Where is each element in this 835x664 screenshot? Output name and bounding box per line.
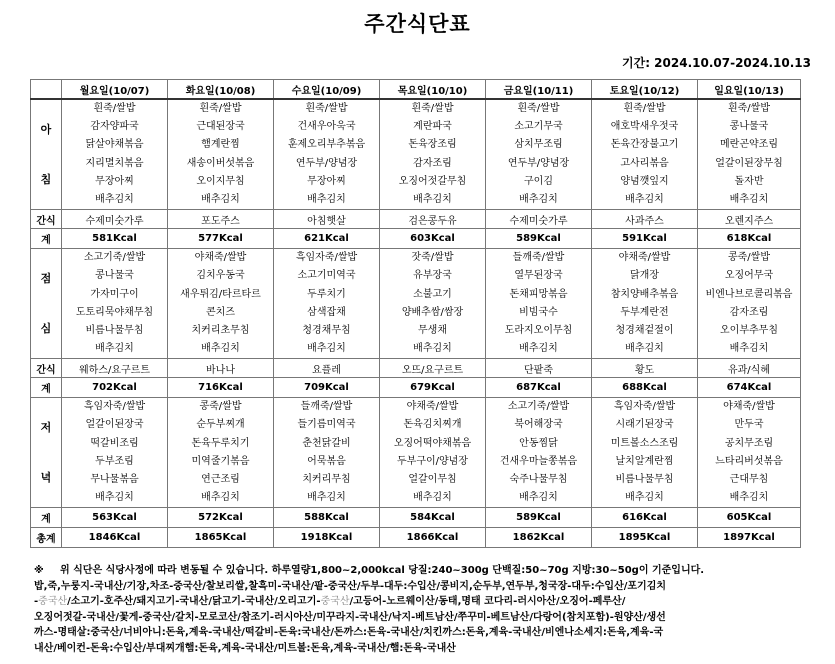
dinner-day-cell (62, 398, 168, 508)
kcal-value: 674Kcal (698, 378, 801, 398)
menu-item: 배추김치 (201, 343, 240, 355)
note-main (34, 563, 814, 579)
menu-item: 도토리묵야채무침 (75, 306, 154, 318)
menu-item: 건새우마늘쫑볶음 (499, 455, 578, 467)
menu-item: 들기름미역국 (297, 419, 356, 431)
kcal-row (31, 508, 801, 528)
menu-item: 연두부/양념장 (295, 157, 358, 169)
menu-item: 지리멸치볶음 (85, 157, 144, 169)
menu-item: 연두부/양념장 (507, 157, 570, 169)
lunch-day-cell (274, 249, 380, 359)
menu-item: 두부계란전 (620, 306, 669, 318)
snack-value: 오렌지주스 (698, 210, 801, 229)
dinner-label-char: 녁 (40, 470, 52, 484)
total-value: 1918Kcal (274, 528, 380, 548)
menu-item: 춘천닭갈비 (302, 437, 351, 449)
menu-item: 감자양파국 (90, 121, 139, 133)
kcal-value: 621Kcal (274, 229, 380, 249)
menu-item: 미역줄기볶음 (191, 455, 250, 467)
menu-item: 무나물볶음 (90, 474, 139, 485)
kcal-value: 588Kcal (274, 508, 380, 528)
menu-item: 소고기무국 (514, 121, 563, 133)
menu-item: 미트볼소스조림 (610, 437, 679, 449)
menu-item: 김치우동국 (196, 270, 245, 282)
menu-item: 흰죽/쌀밥 (93, 103, 136, 114)
dinner-day-cell (380, 398, 486, 508)
dinner-day-cell (592, 398, 698, 508)
menu-item: 소고기죽/쌀밥 (507, 401, 570, 413)
menu-item: 배추김치 (729, 193, 769, 205)
menu-item: 계란파국 (413, 121, 452, 133)
breakfast-row (31, 99, 801, 210)
origin-line (34, 579, 814, 595)
breakfast-day-cell (274, 99, 380, 210)
menu-item: 콩죽/쌀밥 (199, 401, 242, 413)
snack-value: 웨하스/요구르트 (62, 359, 168, 378)
menu-item: 북어해장국 (514, 419, 563, 431)
note-main-text: 위 식단은 식당사정에 따라 변동될 수 있습니다. 하루열량1,800~2,000kcal 당질:240~300g 단백질:50~70g 지방:30~50g이 기준입니다. (60, 565, 705, 576)
kcal-value: 589Kcal (486, 508, 592, 528)
menu-item: 구이김 (524, 175, 553, 187)
menu-item: 배추김치 (729, 492, 769, 504)
menu-item: 얼갈이된장국 (85, 419, 144, 431)
breakfast-day-cell (698, 99, 801, 210)
menu-item: 콩나물국 (729, 121, 769, 133)
menu-item: 연근조림 (201, 474, 240, 485)
breakfast-label-char: 아 (40, 122, 52, 136)
menu-item: 양배추쌈/쌈장 (401, 306, 464, 318)
snack-value: 수제미숫가루 (62, 210, 168, 229)
kcal-value: 584Kcal (380, 508, 486, 528)
breakfast-day-cell (592, 99, 698, 210)
origin-text-gray: 중국산 (38, 596, 68, 607)
snack-value: 오뜨/요구르트 (380, 359, 486, 378)
note-mark: ※ (34, 565, 44, 576)
header-corner (31, 80, 62, 100)
total-label: 총계 (31, 528, 62, 548)
lunch-label-char: 점 (40, 271, 52, 285)
total-value: 1897Kcal (698, 528, 801, 548)
dinner-day-cell (698, 398, 801, 508)
menu-item: 배추김치 (625, 343, 664, 355)
kcal-label: 계 (31, 229, 62, 249)
menu-item: 어묵볶음 (307, 455, 346, 467)
menu-item: 야채죽/쌀밥 (406, 401, 459, 413)
menu-item: 들깨죽/쌀밥 (300, 401, 353, 413)
menu-item: 배추김치 (95, 193, 134, 205)
menu-item: 배추김치 (413, 492, 452, 504)
day-header: 목요일(10/10) (380, 80, 486, 100)
menu-item: 흰죽/쌀밥 (305, 103, 348, 114)
menu-item: 배추김치 (729, 343, 769, 355)
total-value: 1862Kcal (486, 528, 592, 548)
menu-item: 치커리초무침 (191, 324, 250, 336)
breakfast-day-cell (486, 99, 592, 210)
origin-line (34, 625, 814, 641)
menu-item: 돈육두루치기 (191, 437, 250, 449)
snack-value: 바나나 (168, 359, 274, 378)
menu-item: 배추김치 (625, 193, 664, 205)
kcal-value: 702Kcal (62, 378, 168, 398)
breakfast-day-cell (380, 99, 486, 210)
menu-item: 유부장국 (413, 270, 452, 282)
menu-item: 양념깻잎지 (620, 175, 669, 187)
menu-item: 감자조림 (729, 306, 769, 318)
menu-item: 닭개장 (630, 270, 659, 282)
menu-item: 오징어무국 (724, 270, 774, 282)
menu-item: 도라지오이무침 (504, 324, 573, 336)
snack-value: 단팥죽 (486, 359, 592, 378)
menu-item: 새송이버섯볶음 (186, 157, 255, 169)
menu-item: 건새우아욱국 (297, 121, 356, 133)
menu-item: 배추김치 (307, 193, 346, 205)
kcal-value: 618Kcal (698, 229, 801, 249)
menu-item: 순두부찌개 (196, 419, 245, 431)
menu-item: 소고기죽/쌀밥 (83, 252, 146, 264)
origin-line (34, 594, 814, 610)
lunch-day-cell (380, 249, 486, 359)
menu-item: 흰죽/쌀밥 (517, 103, 560, 114)
menu-item: 얼갈이무침 (408, 474, 457, 485)
snack-row (31, 210, 801, 229)
origin-line (34, 610, 814, 626)
snack-value: 수제미숫가루 (486, 210, 592, 229)
menu-item: 돈육간장불고기 (610, 139, 679, 151)
origin-line (34, 641, 814, 657)
kcal-value: 591Kcal (592, 229, 698, 249)
menu-item: 들깨죽/쌀밥 (512, 252, 565, 264)
snack-label: 간식 (31, 359, 62, 378)
kcal-value: 709Kcal (274, 378, 380, 398)
total-row (31, 528, 801, 548)
menu-item: 배추김치 (307, 492, 346, 504)
origin-text: 오징어젓갈-국내산/꽃게-중국산/갈치-모로코산/참조기-러시아산/미꾸라지-국내산/낙지-베트남산/쭈꾸미-베트남산/다랑어(참치포함)-원양산/생선 (34, 611, 666, 623)
dinner-row (31, 398, 801, 508)
kcal-label: 계 (31, 378, 62, 398)
menu-item: 흰죽/쌀밥 (623, 103, 666, 114)
day-header: 수요일(10/09) (274, 80, 380, 100)
menu-item: 야채죽/쌀밥 (723, 401, 775, 413)
day-header: 월요일(10/07) (62, 80, 168, 100)
menu-item: 메란곤약조림 (720, 139, 778, 151)
menu-item: 배추김치 (307, 343, 346, 355)
menu-item: 청경채겉절이 (615, 324, 674, 336)
day-header: 금요일(10/11) (486, 80, 592, 100)
menu-item: 햄계란찜 (201, 139, 240, 151)
kcal-value: 577Kcal (168, 229, 274, 249)
kcal-value: 687Kcal (486, 378, 592, 398)
menu-item: 흑임자죽/쌀밥 (613, 401, 676, 413)
menu-item: 배추김치 (413, 193, 452, 205)
menu-item: 열무된장국 (514, 270, 563, 282)
menu-item: 배추김치 (519, 343, 558, 355)
snack-value: 사과주스 (592, 210, 698, 229)
origin-text: /소고기-호주산/돼지고기-국내산/닭고기-국내산/오리고기- (67, 596, 321, 607)
menu-item: 두부조림 (95, 455, 134, 467)
menu-item: 얼갈이된장무침 (715, 157, 783, 169)
snack-label: 간식 (31, 210, 62, 229)
menu-item: 배추김치 (519, 492, 558, 504)
kcal-label: 계 (31, 508, 62, 528)
menu-item: 치커리무침 (302, 474, 351, 485)
menu-item: 배추김치 (201, 492, 240, 504)
menu-item: 돌자반 (734, 175, 764, 187)
menu-item: 소불고기 (413, 288, 452, 300)
menu-item: 비빔국수 (519, 306, 558, 318)
kcal-value: 688Kcal (592, 378, 698, 398)
menu-item: 배추김치 (413, 343, 452, 355)
day-header: 일요일(10/13) (698, 80, 801, 100)
menu-item: 배추김치 (95, 492, 134, 504)
lunch-day-cell (62, 249, 168, 359)
menu-item: 무장아찌 (95, 175, 134, 187)
lunch-day-cell (486, 249, 592, 359)
notes-section (34, 563, 814, 656)
menu-item: 삼치무조림 (514, 139, 563, 151)
kcal-row (31, 378, 801, 398)
menu-item: 흰죽/쌀밥 (199, 103, 242, 114)
menu-item: 가자미구이 (90, 288, 139, 300)
dinner-day-cell (274, 398, 380, 508)
menu-period: 기간: 2024.10.07-2024.10.13 (622, 56, 811, 70)
lunch-label (31, 249, 62, 359)
menu-item: 날치알계란찜 (615, 455, 674, 467)
dinner-label-char: 저 (40, 420, 52, 434)
menu-item: 흑임자죽/쌀밥 (83, 401, 146, 413)
breakfast-day-cell (168, 99, 274, 210)
menu-item: 흰죽/쌀밥 (411, 103, 454, 114)
snack-value: 검은콩두유 (380, 210, 486, 229)
menu-item: 흑임자죽/쌀밥 (295, 252, 358, 264)
menu-item: 두루치기 (307, 288, 346, 300)
dinner-day-cell (168, 398, 274, 508)
kcal-value: 572Kcal (168, 508, 274, 528)
menu-item: 비름나물무침 (85, 324, 144, 336)
menu-item: 잣죽/쌀밥 (411, 252, 454, 264)
snack-value: 유과/식혜 (698, 359, 801, 378)
menu-item: 배추김치 (625, 492, 664, 504)
menu-item: 오이부추무침 (720, 324, 778, 336)
menu-item: 소고기미역국 (297, 270, 356, 282)
dinner-label (31, 398, 62, 508)
menu-item: 떡갈비조림 (90, 437, 139, 449)
menu-item: 애호박새우젓국 (610, 121, 679, 133)
menu-item: 만두국 (734, 419, 764, 431)
menu-item: 공치무조림 (724, 437, 774, 449)
kcal-value: 603Kcal (380, 229, 486, 249)
lunch-day-cell (168, 249, 274, 359)
kcal-value: 616Kcal (592, 508, 698, 528)
kcal-value: 589Kcal (486, 229, 592, 249)
menu-item: 훈제오리부추볶음 (287, 139, 366, 151)
menu-item: 근대무침 (729, 474, 769, 485)
menu-item: 오징어떡야채볶음 (393, 437, 472, 449)
dinner-day-cell (486, 398, 592, 508)
menu-item: 두부구이/양념장 (397, 455, 468, 467)
kcal-value: 563Kcal (62, 508, 168, 528)
menu-item: 돈채피망볶음 (509, 288, 568, 300)
kcal-value: 679Kcal (380, 378, 486, 398)
snack-row (31, 359, 801, 378)
menu-item: 배추김치 (201, 193, 240, 205)
kcal-value: 581Kcal (62, 229, 168, 249)
menu-item: 배추김치 (519, 193, 558, 205)
lunch-day-cell (698, 249, 801, 359)
origin-text: - (34, 596, 39, 607)
origin-text: 밥,죽,누룽지-국내산/기장,차조-중국산/찰보리쌀,찰흑미-국내산/팥-중국산/두부-대두:수입산/콩비지,순두부,연두부,청국장-대두:수입산/포기김치 (34, 580, 667, 592)
breakfast-label (31, 99, 62, 210)
menu-item: 배추김치 (95, 343, 134, 355)
menu-item: 무생채 (418, 324, 447, 336)
menu-item: 오이지무침 (196, 175, 245, 187)
menu-item: 야채죽/쌀밥 (194, 252, 247, 264)
menu-table (30, 79, 801, 548)
menu-item: 새우튀김/타르타르 (180, 288, 261, 300)
menu-item: 야채죽/쌀밥 (618, 252, 671, 264)
menu-item: 콩나물국 (95, 270, 134, 282)
menu-item: 안동찜닭 (519, 437, 558, 449)
total-value: 1895Kcal (592, 528, 698, 548)
origin-text-gray: 중국산 (320, 596, 350, 607)
menu-item: 시래기된장국 (615, 419, 674, 431)
menu-item: 참치양배추볶음 (610, 288, 679, 300)
origin-text: /고등어-노르웨이산/동태,명태 코다리-러시아산/오징어-페루산/ (349, 596, 626, 607)
menu-item: 삼색잡채 (307, 306, 346, 318)
menu-item: 느타리버섯볶음 (715, 455, 783, 467)
origin-text: 까스-명태살:중국산/너비아니:돈육,계육-국내산/떡갈비-돈육:국내산/돈까스:돈육-국내산/치킨까스:돈육,계육-국내산/비엔나소세지:돈육,계육-국 (34, 627, 664, 638)
menu-item: 콘치즈 (206, 306, 235, 318)
menu-item: 무장아찌 (307, 175, 346, 187)
day-header: 화요일(10/08) (168, 80, 274, 100)
menu-item: 청경채무침 (302, 324, 351, 336)
breakfast-label-char: 침 (40, 172, 52, 186)
menu-item: 감자조림 (413, 157, 452, 169)
kcal-value: 605Kcal (698, 508, 801, 528)
kcal-value: 716Kcal (168, 378, 274, 398)
day-header-row (31, 80, 801, 100)
menu-item: 비름나물무침 (615, 474, 674, 485)
snack-value: 포도주스 (168, 210, 274, 229)
lunch-row (31, 249, 801, 359)
total-value: 1866Kcal (380, 528, 486, 548)
menu-item: 돈육김치찌개 (403, 419, 462, 431)
menu-item: 닭살야채볶음 (85, 139, 144, 151)
menu-item: 고사리볶음 (620, 157, 669, 169)
menu-item: 비엔나브로콜리볶음 (705, 288, 793, 300)
snack-value: 아침햇살 (274, 210, 380, 229)
day-header: 토요일(10/12) (592, 80, 698, 100)
snack-value: 요플레 (274, 359, 380, 378)
menu-item: 숙주나물무침 (509, 474, 568, 485)
lunch-day-cell (592, 249, 698, 359)
menu-item: 근대된장국 (196, 121, 245, 133)
origin-text: 내산/베이컨-돈육:수입산/부대찌개햄:돈육,계육-국내산/미트볼:돈육,계육-국내산/햄:돈육-국내산 (34, 642, 456, 654)
menu-item: 콩죽/쌀밥 (727, 252, 770, 264)
menu-item: 돈육장조림 (408, 139, 457, 151)
snack-value: 황도 (592, 359, 698, 378)
breakfast-day-cell (62, 99, 168, 210)
kcal-row (31, 229, 801, 249)
total-value: 1846Kcal (62, 528, 168, 548)
menu-item: 오징어젓갈무침 (398, 175, 467, 187)
menu-item: 흰죽/쌀밥 (727, 103, 770, 114)
lunch-label-char: 심 (40, 321, 52, 335)
total-value: 1865Kcal (168, 528, 274, 548)
page-title: 주간식단표 (364, 12, 471, 36)
